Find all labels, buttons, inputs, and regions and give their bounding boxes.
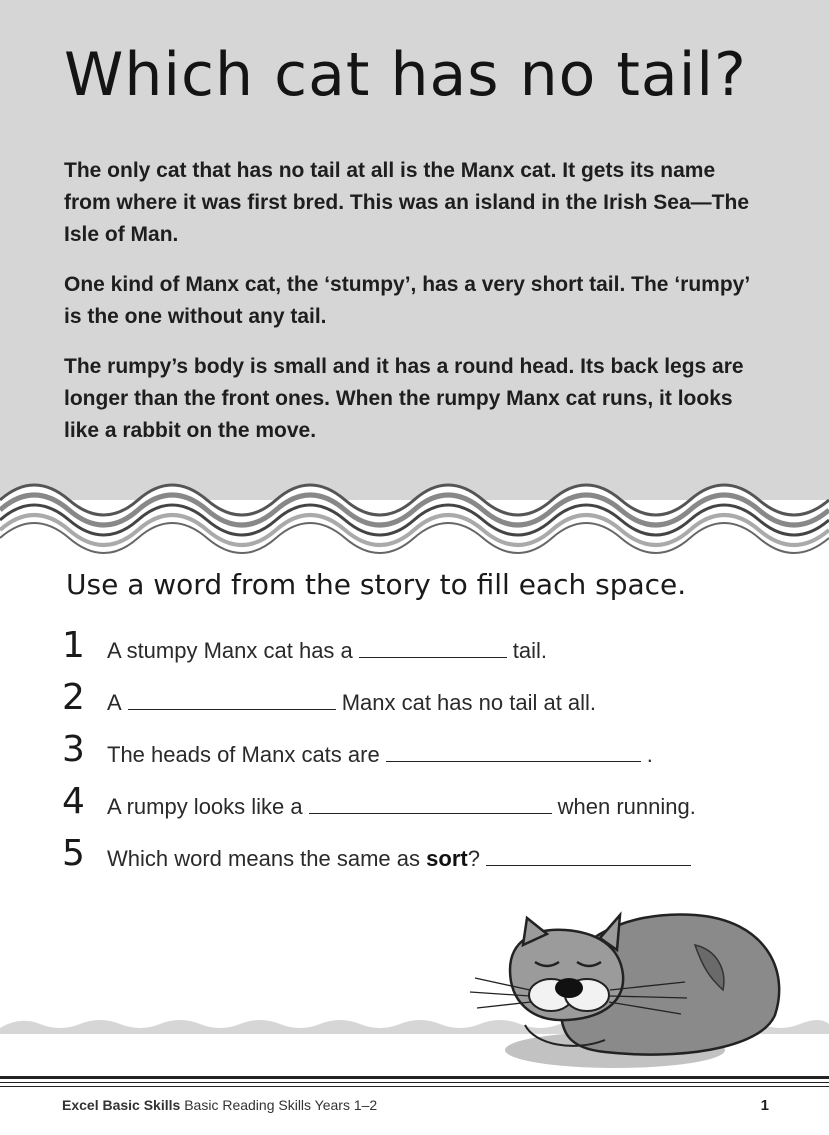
question-text-before: Which word means the same as bbox=[107, 846, 421, 871]
footer-brand: Excel Basic Skills bbox=[62, 1097, 181, 1113]
question-text bbox=[107, 792, 696, 822]
footer-rule bbox=[0, 1076, 829, 1079]
story-paragraph: One kind of Manx cat, the ‘stumpy’, has a very short tail. The ‘rumpy’ is the one without any tail. bbox=[64, 273, 750, 328]
question-text-before: A bbox=[107, 690, 122, 715]
footer-rule bbox=[0, 1082, 829, 1083]
footer-subtitle: Basic Reading Skills Years 1–2 bbox=[184, 1097, 378, 1113]
question-item bbox=[62, 678, 782, 730]
question-item bbox=[62, 834, 782, 886]
question-text-before: A stumpy Manx cat has a bbox=[107, 638, 353, 663]
footer-text bbox=[62, 1097, 377, 1113]
story-paragraph: The only cat that has no tail at all is the Manx cat. It gets its name from where it was first bred. This was an island in the Irish Sea—The Isle of Man. bbox=[64, 159, 750, 246]
question-text-before: A rumpy looks like a bbox=[107, 794, 303, 819]
page-number: 1 bbox=[760, 1097, 769, 1114]
question-item bbox=[62, 626, 782, 678]
question-number: 2 bbox=[62, 677, 85, 718]
question-text bbox=[107, 740, 653, 770]
question-text-after: . bbox=[646, 742, 653, 767]
footer-rule bbox=[0, 1086, 829, 1087]
wave-divider bbox=[0, 470, 829, 560]
question-item bbox=[62, 730, 782, 782]
question-number: 5 bbox=[62, 833, 85, 874]
answer-blank[interactable] bbox=[386, 741, 641, 762]
question-text bbox=[107, 636, 547, 666]
question-text-after: when running. bbox=[557, 794, 696, 819]
story-text bbox=[64, 155, 764, 465]
question-number: 3 bbox=[62, 729, 85, 770]
question-text-after: Manx cat has no tail at all. bbox=[341, 690, 597, 715]
question-text-after: tail. bbox=[512, 638, 548, 663]
bold-word: sort bbox=[426, 846, 468, 871]
question-text-before: The heads of Manx cats are bbox=[107, 742, 380, 767]
instruction-heading: Use a word from the story to fill each space. bbox=[66, 568, 687, 601]
answer-blank[interactable] bbox=[359, 637, 507, 658]
story-paragraph: The rumpy’s body is small and it has a round head. Its back legs are longer than the front ones. When the rumpy Manx cat runs, it looks like a rabbit on the move. bbox=[64, 355, 744, 442]
page-title: Which cat has no tail? bbox=[64, 40, 747, 110]
answer-blank[interactable] bbox=[128, 689, 336, 710]
question-number: 1 bbox=[62, 625, 85, 666]
answer-blank[interactable] bbox=[309, 793, 552, 814]
sleeping-cat-illustration bbox=[455, 890, 795, 1070]
question-text-after: ? bbox=[467, 846, 480, 871]
question-number: 4 bbox=[62, 781, 85, 822]
answer-blank[interactable] bbox=[486, 845, 691, 866]
question-text bbox=[107, 688, 596, 718]
question-list bbox=[62, 626, 782, 886]
question-text bbox=[107, 844, 697, 874]
question-item bbox=[62, 782, 782, 834]
